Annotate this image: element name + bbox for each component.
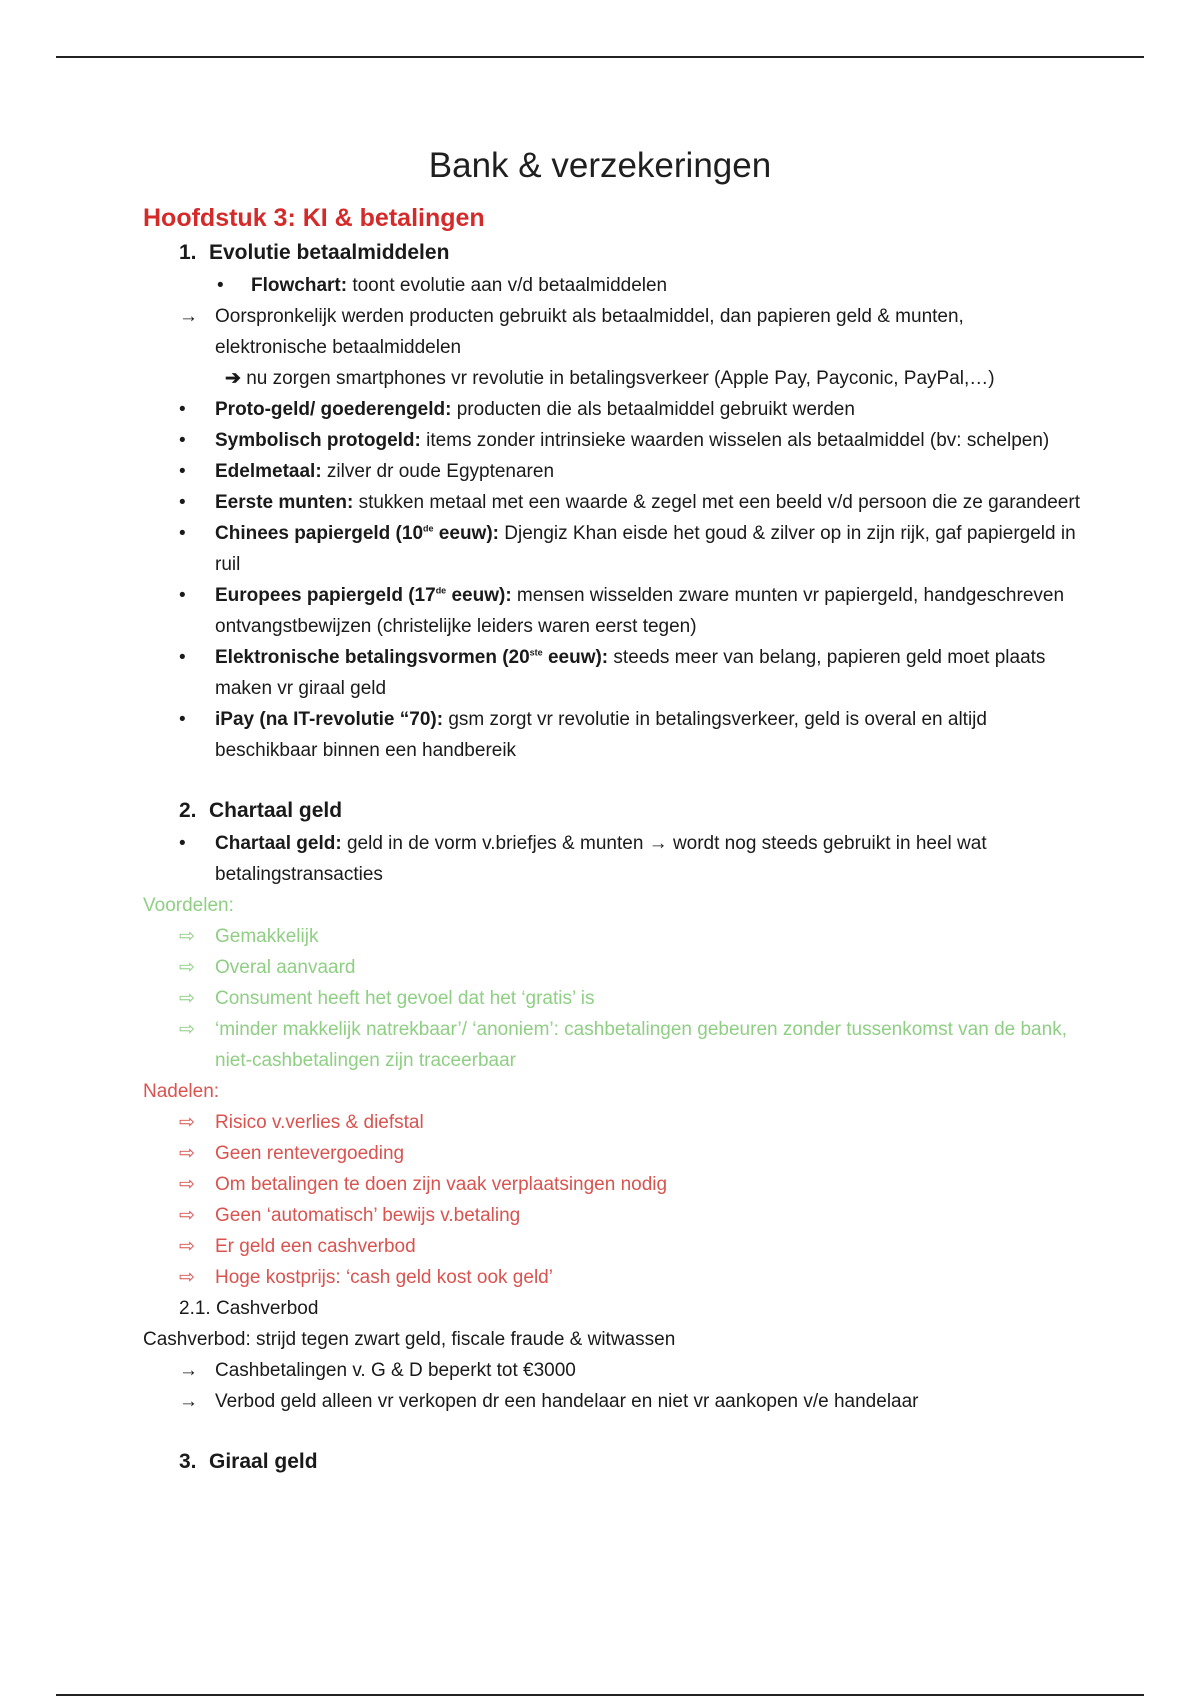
- list-item: [143, 425, 1083, 456]
- hollow-arrow-icon: ⇨: [179, 1019, 195, 1040]
- paragraph-line: nu zorgen smartphones vr revolutie in betalingsverkeer (Apple Pay, Payconic, PayPal,…): [246, 368, 995, 389]
- bullet-icon: •: [217, 275, 224, 296]
- section-heading: [143, 236, 1083, 270]
- disadvantage-text: Geen rentevergoeding: [215, 1143, 405, 1164]
- paragraph-line: Cashbetalingen v. G & D beperkt tot €3000: [215, 1360, 576, 1381]
- hollow-arrow-icon: ⇨: [179, 1174, 195, 1195]
- paragraph-line: Verbod geld alleen vr verkopen dr een handelaar en niet vr aankopen v/e handelaar: [215, 1391, 919, 1412]
- list-item: [143, 704, 1083, 766]
- hollow-arrow-icon: ⇨: [179, 988, 195, 1009]
- list-item: [143, 1231, 1083, 1262]
- hollow-arrow-icon: ⇨: [179, 1236, 195, 1257]
- header-rule: [56, 56, 1144, 58]
- term: Eerste munten:: [215, 492, 354, 513]
- document-body: [143, 200, 1083, 1479]
- definition: mensen wisselden zware munten vr papiergeld, handgeschreven ontvangstbewijzen (christelijke leiders waren eerst tegen): [215, 585, 1065, 637]
- list-item: [143, 363, 1083, 394]
- section-number: 1.: [179, 241, 197, 264]
- term: Elektronische betalingsvormen (20ste eeuw):: [215, 647, 609, 668]
- disadvantage-text: Hoge kostprijs: ‘cash geld kost ook geld’: [215, 1267, 553, 1288]
- hollow-arrow-icon: ⇨: [179, 957, 195, 978]
- hollow-arrow-icon: ⇨: [179, 926, 195, 947]
- bullet-icon: •: [179, 430, 186, 451]
- disadvantages-label: Nadelen:: [143, 1081, 220, 1102]
- bullet-icon: •: [179, 492, 186, 513]
- document-title: Bank & verzekeringen: [428, 146, 772, 185]
- section-title: Chartaal geld: [209, 799, 343, 822]
- paragraph-line: Oorspronkelijk werden producten gebruikt als betaalmiddel, dan papieren geld & munten,: [215, 306, 964, 327]
- definition: gsm zorgt vr revolutie in betalingsverkeer, geld is overal en altijd beschikbaar binnen een handbereik: [215, 709, 987, 761]
- section-number: 2.: [179, 799, 197, 822]
- section-heading: [143, 1445, 1083, 1479]
- list-item: [143, 1107, 1083, 1138]
- hollow-arrow-icon: ⇨: [179, 1112, 195, 1133]
- list-item: [143, 1169, 1083, 1200]
- arrow-icon: →: [179, 1360, 198, 1381]
- definition: steeds meer van belang, papieren geld moet plaats maken vr giraal geld: [215, 647, 1046, 699]
- list-item: [143, 487, 1083, 518]
- list-item: [143, 270, 1083, 301]
- arrow-icon: →: [179, 306, 198, 327]
- disadvantage-text: Om betalingen te doen zijn vaak verplaatsingen nodig: [215, 1174, 668, 1195]
- bullet-icon: •: [179, 833, 186, 854]
- list-item: [143, 1262, 1083, 1293]
- term: Edelmetaal:: [215, 461, 322, 482]
- disadvantage-text: Er geld een cashverbod: [215, 1236, 416, 1257]
- term: Symbolisch protogeld:: [215, 430, 421, 451]
- hollow-arrow-icon: ⇨: [179, 1205, 195, 1226]
- section-title: Giraal geld: [209, 1450, 318, 1473]
- bold-arrow-icon: ➔: [225, 368, 241, 389]
- list-item: [143, 580, 1083, 642]
- definition: zilver dr oude Egyptenaren: [321, 461, 555, 482]
- term: Chinees papiergeld (10de eeuw):: [215, 523, 499, 544]
- disadvantage-text: Risico v.verlies & diefstal: [215, 1112, 424, 1133]
- advantages-label: Voordelen:: [143, 895, 234, 916]
- list-item: [143, 983, 1083, 1014]
- term: Europees papiergeld (17de eeuw):: [215, 585, 512, 606]
- paragraph-line: elektronische betaalmiddelen: [215, 337, 462, 358]
- definition: stukken metaal met een waarde & zegel met een beeld v/d persoon die ze garandeert: [353, 492, 1080, 513]
- list-item: [143, 828, 1083, 890]
- advantage-text: ‘minder makkelijk natrekbaar’/ ‘anoniem’: cashbetalingen gebeuren zonder tussenkomst van de bank, niet-cashbetalingen zijn traceerbaar: [215, 1019, 1067, 1071]
- section-heading: [143, 794, 1083, 828]
- bullet-icon: •: [179, 461, 186, 482]
- section-number: 3.: [179, 1450, 197, 1473]
- list-item: [143, 1138, 1083, 1169]
- term: Chartaal geld:: [215, 833, 342, 854]
- disadvantage-text: Geen ‘automatisch’ bewijs v.betaling: [215, 1205, 521, 1226]
- list-item: [143, 1014, 1083, 1076]
- subsection-number: 2.1.: [179, 1298, 211, 1319]
- list-item: [143, 301, 1083, 363]
- list-item: [143, 518, 1083, 580]
- term: iPay (na IT-revolutie “70):: [215, 709, 444, 730]
- definition: producten die als betaalmiddel gebruikt werden: [451, 399, 855, 420]
- footer-rule: [56, 1694, 1144, 1696]
- definition: toont evolutie aan v/d betaalmiddelen: [347, 275, 668, 296]
- list-item: [143, 456, 1083, 487]
- section-title: Evolutie betaalmiddelen: [209, 241, 450, 264]
- definition: Djengiz Khan eisde het goud & zilver op in zijn rijk, gaf papiergeld in ruil: [215, 523, 1076, 575]
- list-item: [143, 642, 1083, 704]
- bullet-icon: •: [179, 709, 186, 730]
- advantage-text: Overal aanvaard: [215, 957, 356, 978]
- definition: geld in de vorm v.briefjes & munten → wordt nog steeds gebruikt in heel wat betalingstransacties: [215, 833, 987, 885]
- arrow-icon: →: [179, 1391, 198, 1412]
- advantage-text: Consument heeft het gevoel dat het ‘gratis’ is: [215, 988, 595, 1009]
- bullet-icon: •: [179, 585, 186, 606]
- chapter-heading: Hoofdstuk 3: KI & betalingen: [143, 204, 485, 232]
- hollow-arrow-icon: ⇨: [179, 1143, 195, 1164]
- term: Proto-geld/ goederengeld:: [215, 399, 452, 420]
- advantage-text: Gemakkelijk: [215, 926, 319, 947]
- bullet-icon: •: [179, 647, 186, 668]
- paragraph: Cashverbod: strijd tegen zwart geld, fiscale fraude & witwassen: [143, 1329, 676, 1350]
- list-item: [143, 1386, 1083, 1417]
- list-item: [143, 1200, 1083, 1231]
- list-item: [143, 1355, 1083, 1386]
- definition: items zonder intrinsieke waarden wisselen als betaalmiddel (bv: schelpen): [420, 430, 1050, 451]
- list-item: [143, 394, 1083, 425]
- spacer: [143, 1417, 1083, 1445]
- spacer: [143, 766, 1083, 794]
- bullet-icon: •: [179, 399, 186, 420]
- subsection-heading: [143, 1293, 1083, 1324]
- term: Flowchart:: [251, 275, 348, 296]
- list-item: [143, 921, 1083, 952]
- list-item: [143, 952, 1083, 983]
- subsection-title: Cashverbod: [215, 1298, 319, 1319]
- bullet-icon: •: [179, 523, 186, 544]
- hollow-arrow-icon: ⇨: [179, 1267, 195, 1288]
